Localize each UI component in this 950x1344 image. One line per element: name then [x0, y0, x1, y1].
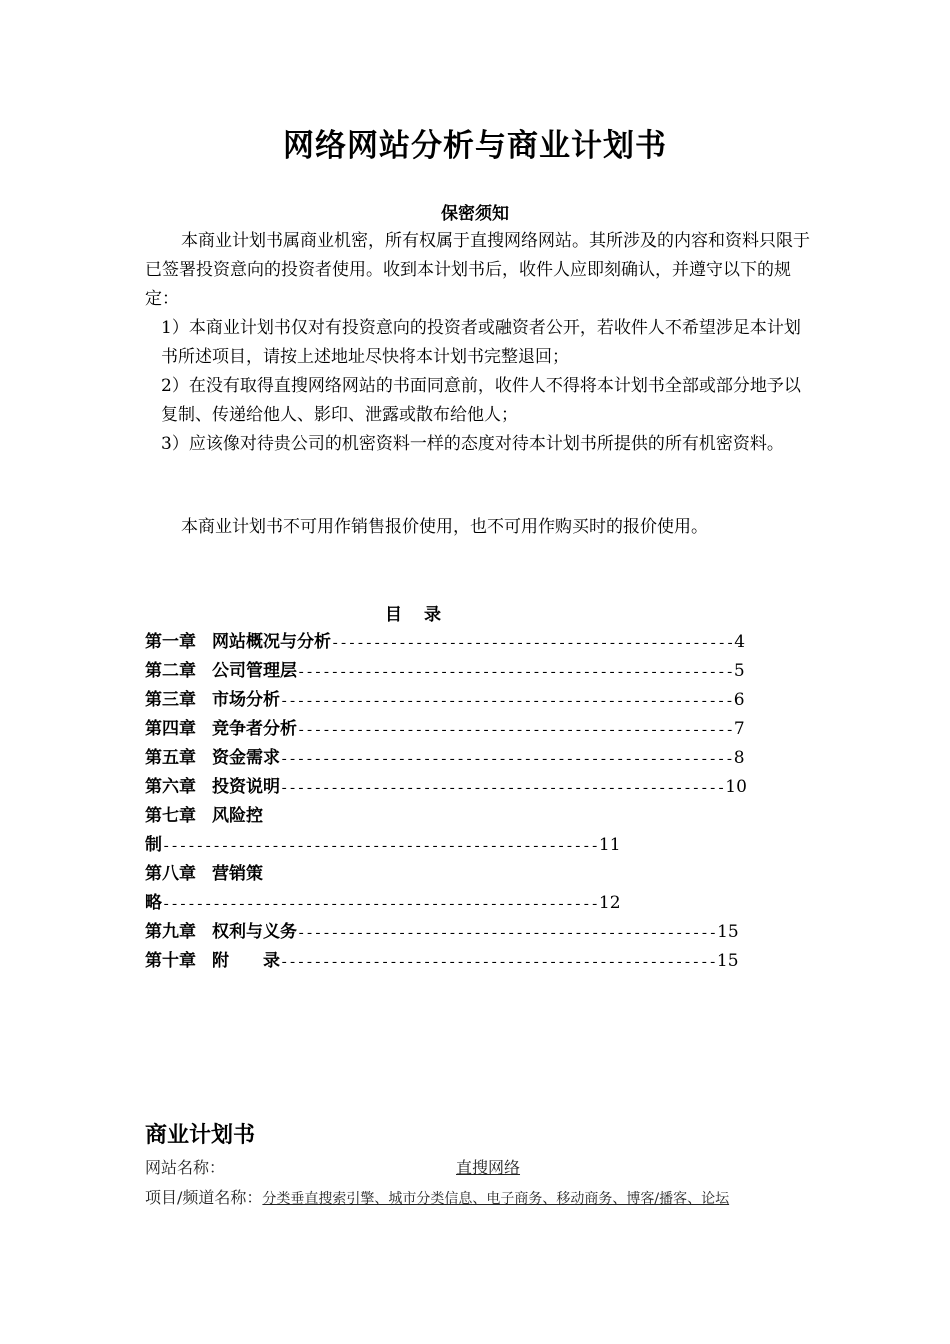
- project-name-value: 分类垂直搜索引擎、城市分类信息、电子商务、移动商务、博客/播客、论坛: [262, 1191, 730, 1207]
- table-of-contents: [145, 628, 815, 976]
- toc-chapter: 第九章: [145, 922, 196, 942]
- site-name-label: 网站名称：: [145, 1158, 226, 1177]
- usage-note: 本商业计划书不可用作销售报价使用，也不可用作购买时的报价使用。: [181, 517, 708, 537]
- toc-name: 附 录: [212, 951, 280, 971]
- toc-entry[interactable]: [145, 860, 815, 889]
- toc-name: 竞争者分析: [212, 719, 297, 739]
- toc-entry[interactable]: [145, 686, 815, 715]
- toc-page: 7: [733, 719, 745, 739]
- toc-page: 15: [716, 951, 739, 971]
- confidentiality-rule-2: 2）在没有取得直搜网络网站的书面同意前，收件人不得将本计划书全部或部分地予以复制、传递给他人、影印、泄露或散布给他人；: [161, 376, 801, 425]
- confidentiality-heading: 保密须知: [441, 204, 509, 224]
- toc-name: 风险控: [212, 806, 263, 826]
- usage-note-block: [145, 513, 811, 542]
- project-name-label: 项目/频道名称：: [145, 1188, 263, 1207]
- toc-name: 资金需求: [212, 748, 280, 768]
- confidentiality-rule-1: 1）本商业计划书仅对有投资意向的投资者或融资者公开，若收件人不希望涉足本计划书所述项目，请按上述地址尽快将本计划书完整退回；: [161, 318, 801, 367]
- toc-page: 8: [733, 748, 745, 768]
- toc-chapter: 第七章: [145, 806, 196, 826]
- toc-leader: ------------------------------------------------------: [280, 752, 734, 768]
- toc-leader: ----------------------------------------------------: [297, 665, 734, 681]
- toc-name: 权利与义务: [212, 922, 297, 942]
- toc-page: 4: [734, 632, 746, 652]
- document-title: 网络网站分析与商业计划书: [283, 128, 667, 164]
- toc-page: 11: [598, 835, 621, 855]
- toc-title-part-1: 目: [385, 605, 404, 625]
- toc-chapter: 第二章: [145, 661, 196, 681]
- toc-chapter: 第三章: [145, 690, 196, 710]
- toc-leader: -----------------------------------------------------: [280, 781, 726, 797]
- toc-leader: --------------------------------------------------: [297, 926, 718, 942]
- site-name-value: 直搜网络: [456, 1158, 521, 1177]
- toc-name-wrap: 略: [145, 893, 162, 913]
- toc-entry[interactable]: [145, 918, 815, 947]
- toc-entry-continued[interactable]: [145, 889, 815, 918]
- toc-entry[interactable]: [145, 628, 815, 657]
- toc-entry[interactable]: [145, 773, 815, 802]
- toc-entry[interactable]: [145, 802, 815, 831]
- toc-chapter: 第八章: [145, 864, 196, 884]
- toc-chapter: 第六章: [145, 777, 196, 797]
- toc-name: 网站概况与分析: [212, 632, 331, 652]
- toc-leader: ------------------------------------------------: [331, 636, 735, 652]
- toc-page: 10: [725, 777, 747, 797]
- toc-name: 投资说明: [212, 777, 280, 797]
- toc-name: 市场分析: [212, 690, 280, 710]
- toc-title: [385, 600, 443, 625]
- confidentiality-intro: 本商业计划书属商业机密，所有权属于直搜网络网站。其所涉及的内容和资料只限于已签署投资意向的投资者使用。收到本计划书后，收件人应即刻确认，并遵守以下的规定：: [145, 231, 810, 309]
- site-name-field: [145, 1155, 520, 1178]
- toc-page: 12: [598, 893, 621, 913]
- business-plan-heading: 商业计划书: [145, 1123, 256, 1148]
- toc-name: 公司管理层: [212, 661, 297, 681]
- toc-chapter: 第四章: [145, 719, 196, 739]
- toc-leader: ----------------------------------------------------: [297, 723, 734, 739]
- toc-leader: ----------------------------------------------------: [280, 955, 717, 971]
- confidentiality-notice: [145, 227, 811, 459]
- toc-name-wrap: 制: [145, 835, 162, 855]
- toc-entry[interactable]: [145, 947, 815, 976]
- project-name-field: [145, 1185, 729, 1208]
- toc-entry[interactable]: [145, 715, 815, 744]
- toc-title-part-2: 录: [424, 605, 443, 625]
- toc-leader: ----------------------------------------------------: [162, 897, 599, 913]
- toc-entry[interactable]: [145, 744, 815, 773]
- toc-entry-continued[interactable]: [145, 831, 815, 860]
- toc-name: 营销策: [212, 864, 263, 884]
- toc-page: 5: [733, 661, 745, 681]
- confidentiality-rule-3: 3）应该像对待贵公司的机密资料一样的态度对待本计划书所提供的所有机密资料。: [161, 434, 784, 454]
- toc-chapter: 第一章: [145, 632, 196, 652]
- toc-entry[interactable]: [145, 657, 815, 686]
- toc-page: 6: [733, 690, 745, 710]
- toc-chapter: 第五章: [145, 748, 196, 768]
- toc-leader: ------------------------------------------------------: [280, 694, 734, 710]
- toc-leader: ----------------------------------------------------: [162, 839, 599, 855]
- toc-page: 15: [717, 922, 739, 942]
- toc-chapter: 第十章: [145, 951, 196, 971]
